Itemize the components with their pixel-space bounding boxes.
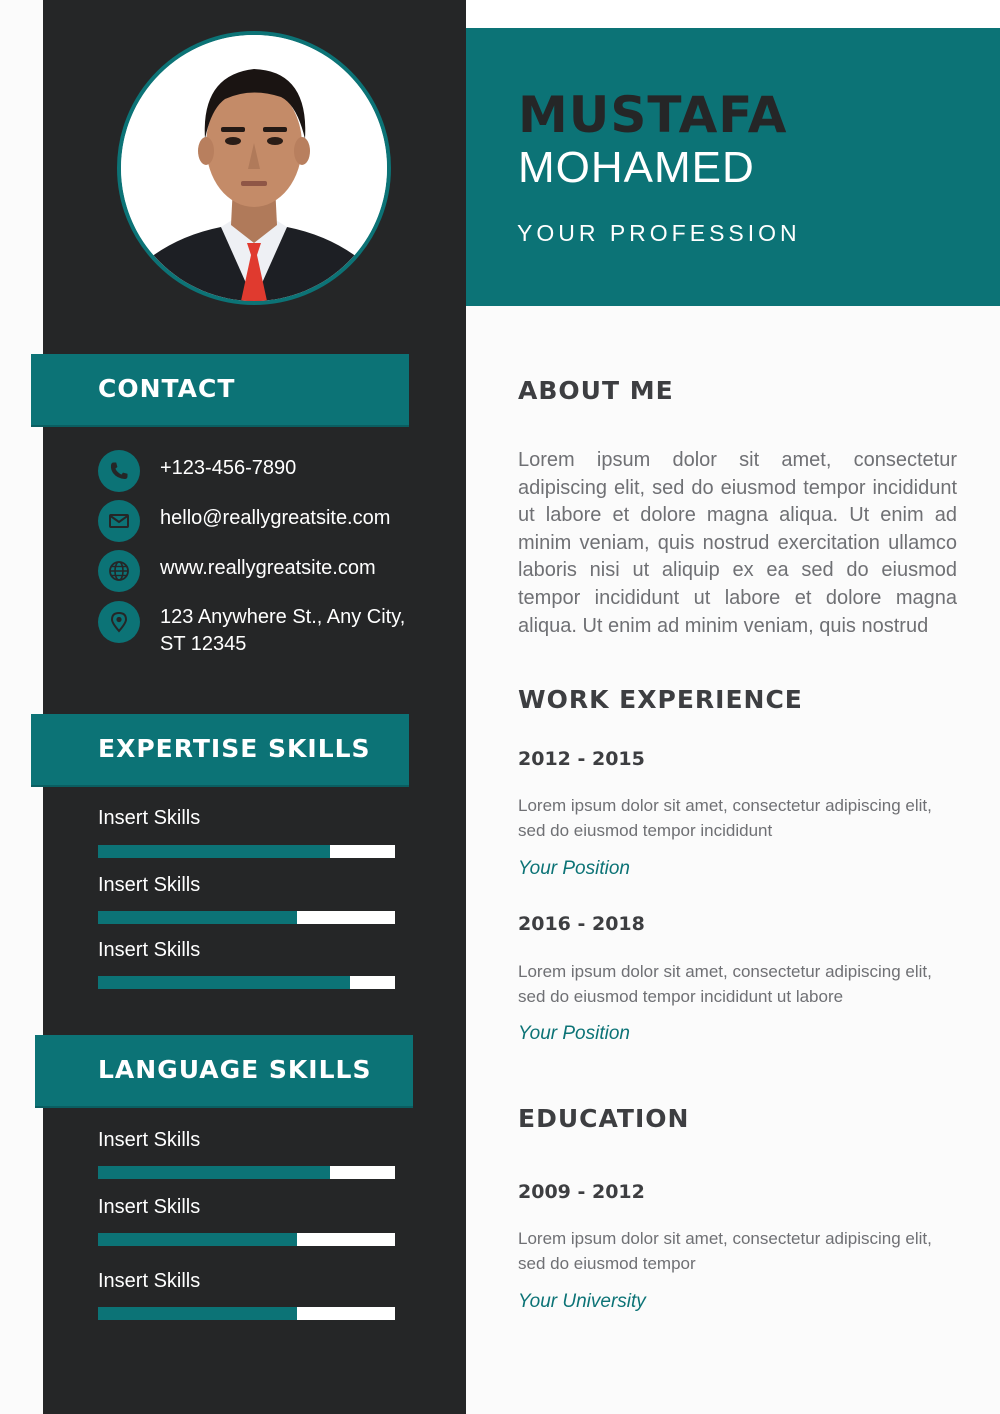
mail-icon: [98, 500, 140, 542]
skill-label: Insert Skills: [98, 874, 201, 896]
language-bar: [98, 1233, 395, 1246]
language-label: Insert Skills: [98, 1129, 201, 1151]
location-pin-icon: [98, 601, 140, 643]
portrait-image: [121, 35, 387, 301]
skill-bar: [98, 976, 395, 989]
address-line-1: 123 Anywhere St., Any City,: [160, 606, 406, 628]
language-label: Insert Skills: [98, 1196, 201, 1218]
skill-bar-fill: [98, 845, 330, 858]
language-section-bar: [35, 1035, 413, 1108]
contact-heading: CONTACT: [98, 374, 236, 403]
profession-title: YOUR PROFESSION: [517, 220, 801, 246]
education-period: 2009 - 2012: [518, 1181, 645, 1203]
address: [160, 604, 405, 658]
education-description: Lorem ipsum dolor sit amet, consectetur adipiscing elit, sed do eiusmod tempor: [518, 1229, 932, 1273]
expertise-section-bar: [31, 714, 409, 787]
education-school: Your University: [518, 1291, 646, 1312]
contact-section-bar: [31, 354, 409, 427]
phone-icon: [98, 450, 140, 492]
expertise-heading: EXPERTISE SKILLS: [98, 734, 371, 763]
language-label: Insert Skills: [98, 1270, 201, 1292]
last-name: MOHAMED: [518, 143, 755, 192]
top-margin: [466, 0, 1000, 28]
skill-bar: [98, 845, 395, 858]
work-position: Your Position: [518, 1023, 630, 1044]
phone-number[interactable]: +123-456-7890: [160, 457, 297, 479]
education-heading: EDUCATION: [518, 1104, 690, 1133]
language-bar-fill: [98, 1166, 330, 1179]
address-line-2: ST 12345: [160, 633, 247, 655]
work-period: 2012 - 2015: [518, 748, 645, 770]
work-heading: WORK EXPERIENCE: [518, 685, 803, 714]
email-address[interactable]: hello@reallygreatsite.com: [160, 507, 391, 529]
language-bar-fill: [98, 1233, 297, 1246]
language-bar: [98, 1307, 395, 1320]
globe-icon: [98, 550, 140, 592]
language-bar: [98, 1166, 395, 1179]
language-heading: LANGUAGE SKILLS: [98, 1055, 372, 1084]
profile-photo: [117, 31, 391, 305]
skill-bar-fill: [98, 911, 297, 924]
about-heading: ABOUT ME: [518, 376, 674, 405]
work-description: Lorem ipsum dolor sit amet, consectetur adipiscing elit, sed do eiusmod tempor incididunt: [518, 796, 932, 840]
website-url[interactable]: www.reallygreatsite.com: [160, 557, 376, 579]
about-text: Lorem ipsum dolor sit amet, consectetur adipiscing elit, sed do eiusmod tempor incididunt ut labore et dolore magna aliqua. Ut enim ad minim veniam, quis nostrud exercitation ullamco laboris nisi ut aliquip ex ea sed do eiusmod tempor incididunt ut labore et dolore magna aliqua. Ut enim ad minim veniam, quis nostrud: [518, 449, 957, 637]
first-name: MUSTAFA: [518, 86, 788, 144]
work-position: Your Position: [518, 858, 630, 879]
work-description: Lorem ipsum dolor sit amet, consectetur adipiscing elit, sed do eiusmod tempor incididunt ut labore: [518, 962, 932, 1006]
work-period: 2016 - 2018: [518, 913, 645, 935]
language-bar-fill: [98, 1307, 297, 1320]
skill-bar-fill: [98, 976, 350, 989]
skill-label: Insert Skills: [98, 939, 201, 961]
skill-bar: [98, 911, 395, 924]
skill-label: Insert Skills: [98, 807, 201, 829]
